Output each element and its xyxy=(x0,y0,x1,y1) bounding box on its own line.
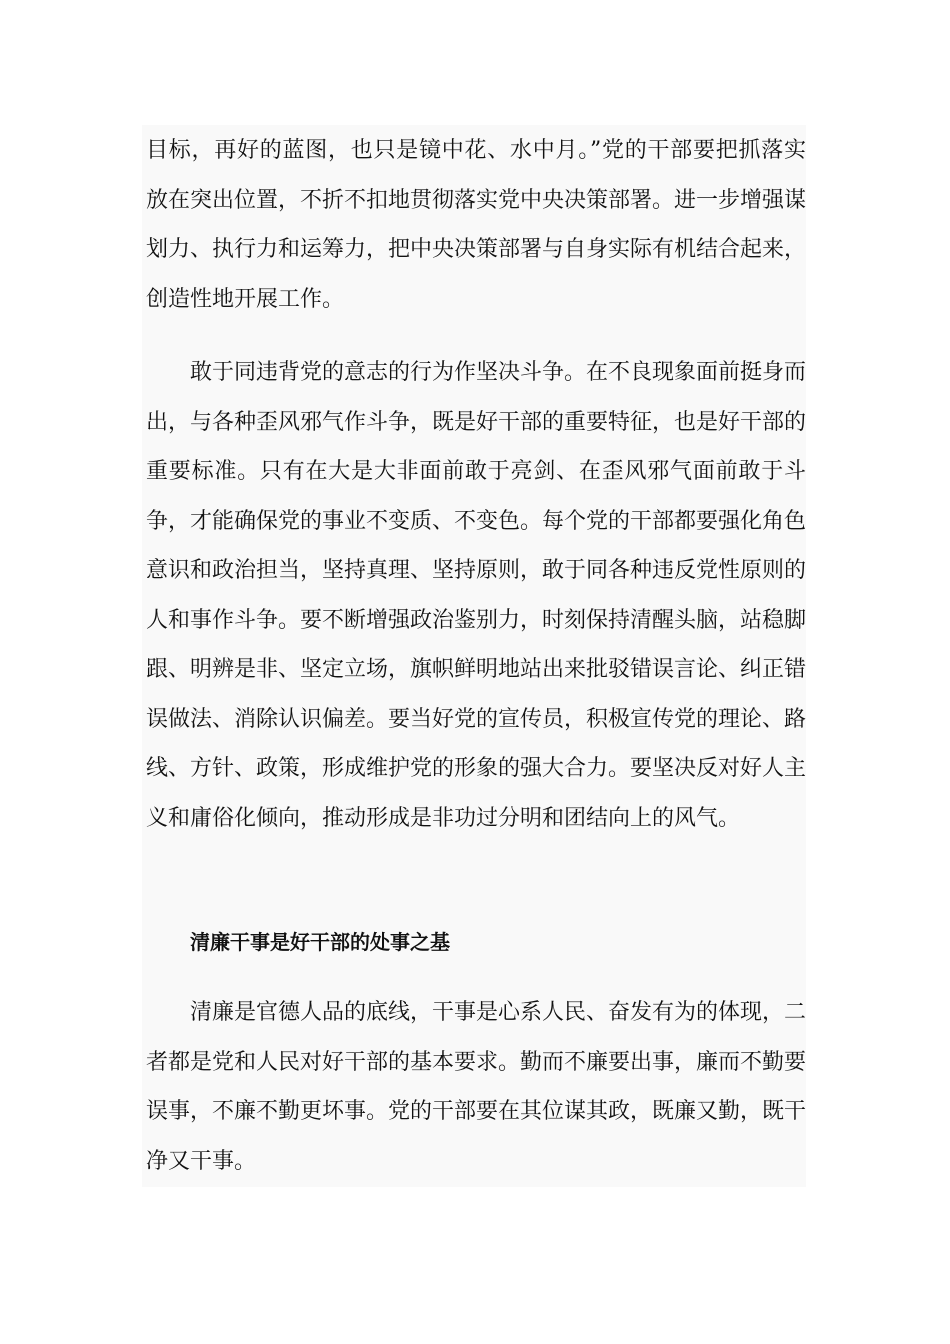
paragraph-continuation: 目标，再好的蓝图，也只是镜中花、水中月。”党的干部要把抓落实放在突出位置，不折不扣地贯彻落实党中央决策部署。进一步增强谋划力、执行力和运筹力，把中央决策部署与自身实际有机结合起来，创造性地开展工作。 xyxy=(146,138,807,312)
section-heading: 清廉干事是好干部的处事之基 xyxy=(190,930,450,954)
paragraph-integrity: 清廉是官德人品的底线，干事是心系人民、奋发有为的体现，二者都是党和人民对好干部的基本要求。勤而不廉要出事，廉而不勤要误事，不廉不勤更坏事。党的干部要在其位谋其政，既廉又勤，既干净又干事。 xyxy=(146,1000,807,1174)
paragraph-struggle: 敢于同违背党的意志的行为作坚决斗争。在不良现象面前挺身而出，与各种歪风邪气作斗争，既是好干部的重要特征，也是好干部的重要标准。只有在大是大非面前敢于亮剑、在歪风邪气面前敢于斗争，才能确保党的事业不变质、不变色。每个党的干部都要强化角色意识和政治担当，坚持真理、坚持原则，敢于同各种违反党性原则的人和事作斗争。要不断增强政治鉴别力，时刻保持清醒头脑，站稳脚跟、明辨是非、坚定立场，旗帜鲜明地站出来批驳错误言论、纠正错误做法、消除认识偏差。要当好党的宣传员，积极宣传党的理论、路线、方针、政策，形成维护党的形象的强大合力。要坚决反对好人主义和庸俗化倾向，推动形成是非功过分明和团结向上的风气。 xyxy=(146,360,807,831)
